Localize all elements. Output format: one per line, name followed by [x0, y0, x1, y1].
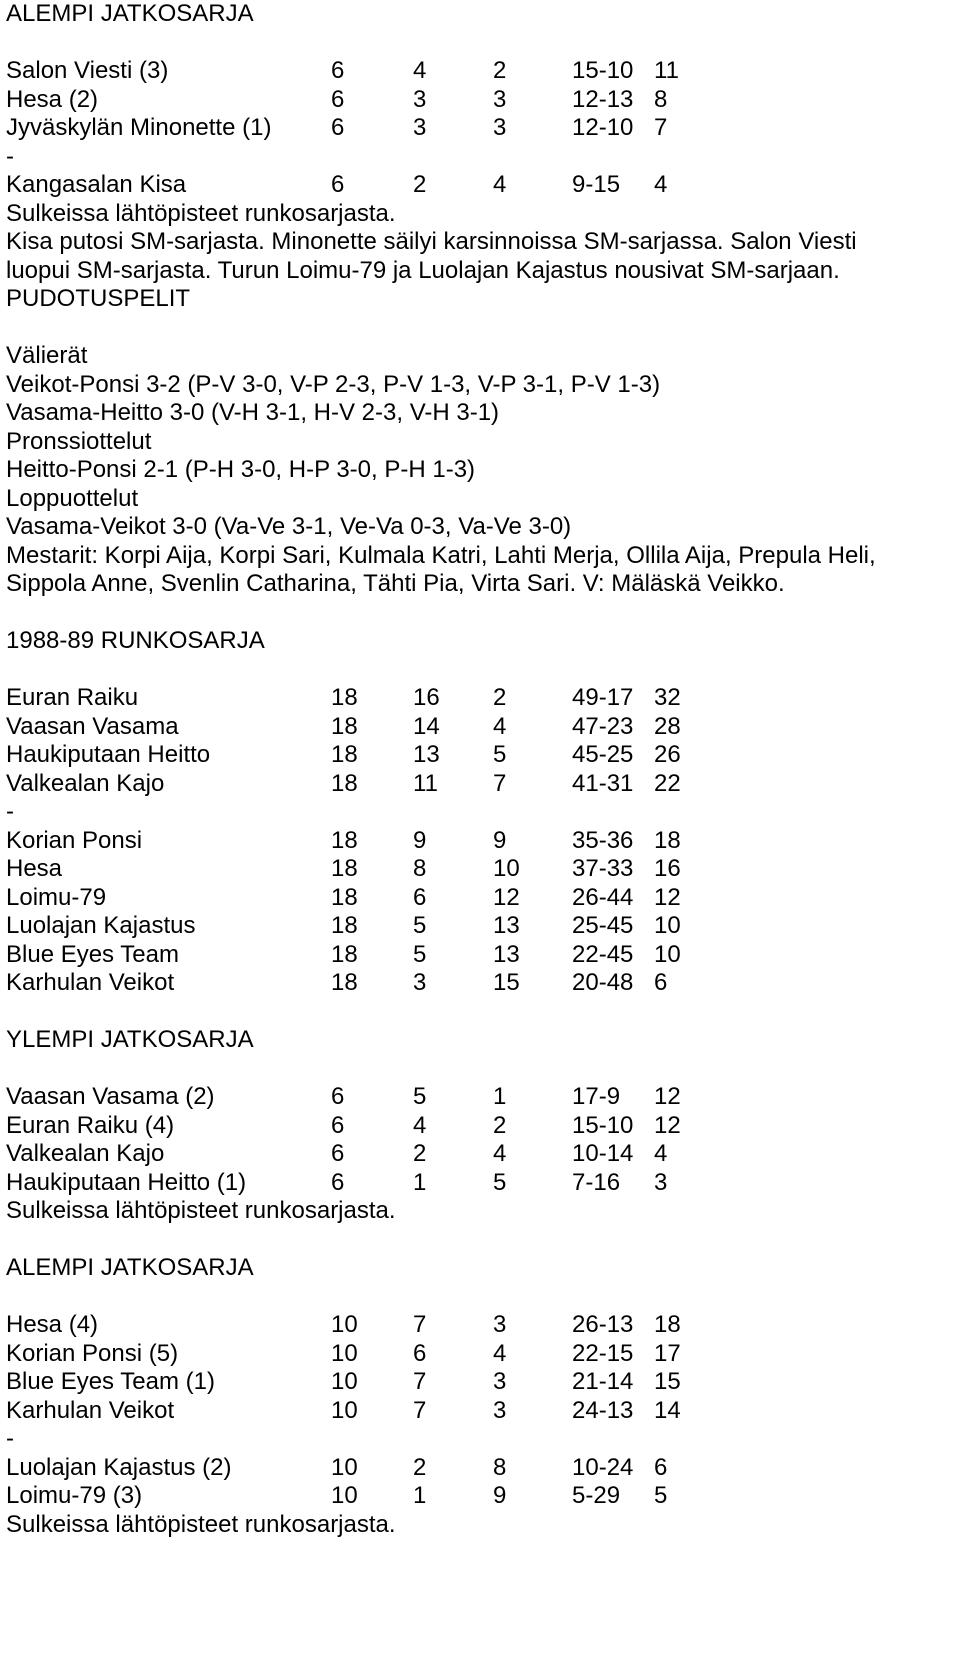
separator-dash: -	[6, 798, 14, 825]
text-line: Heitto-Ponsi 2-1 (P-H 3-0, H-P 3-0, P-H 1-3)	[6, 456, 476, 483]
section-heading: PUDOTUSPELIT	[6, 285, 191, 312]
losses: 2	[493, 57, 507, 84]
standings-row-valkealan-kajo	[6, 1140, 954, 1169]
standings-row-korian-ponsi-5	[6, 1340, 954, 1369]
team-name: Hesa	[6, 855, 63, 882]
points: 4	[654, 1140, 668, 1167]
points: 18	[654, 1311, 681, 1338]
standings-row-blue-eyes-team-1	[6, 1368, 954, 1397]
set-score: 26-13	[572, 1311, 634, 1338]
points: 8	[654, 85, 668, 113]
set-score: 15-10	[572, 1111, 634, 1139]
losses: 5	[493, 741, 507, 768]
wins: 2	[413, 1140, 427, 1167]
standings-row-jyvaskylan-minonette-1	[6, 114, 954, 143]
losses: 3	[493, 1368, 507, 1395]
points: 12	[654, 1083, 681, 1110]
losses: 10	[493, 855, 520, 882]
wins: 2	[413, 171, 427, 198]
losses: 2	[493, 684, 507, 711]
games-played: 10	[331, 1482, 358, 1509]
team-name: Luolajan Kajastus	[6, 912, 196, 939]
games-played: 18	[331, 712, 358, 740]
losses: 13	[493, 912, 520, 939]
set-score: 12-13	[572, 85, 634, 113]
standings-row-euran-raiku-4	[6, 1112, 954, 1141]
set-score: 49-17	[572, 684, 634, 711]
losses: 8	[493, 1453, 507, 1481]
text-line: Välierät	[6, 342, 88, 369]
points: 17	[654, 1339, 681, 1367]
wins: 8	[413, 855, 427, 882]
text-line: Vasama-Veikot 3-0 (Va-Ve 3-1, Ve-Va 0-3, Va-Ve 3-0)	[6, 513, 572, 540]
text-line: Sippola Anne, Svenlin Catharina, Tähti Pia, Virta Sari. V: Mäläskä Veikko.	[6, 570, 785, 597]
standings-row-hesa-4	[6, 1311, 954, 1340]
team-name: Euran Raiku (4)	[6, 1111, 175, 1139]
team-name: Hesa (4)	[6, 1311, 99, 1338]
set-score: 24-13	[572, 1396, 634, 1424]
team-name: Karhulan Veikot	[6, 1396, 175, 1424]
games-played: 18	[331, 855, 358, 882]
games-played: 18	[331, 940, 358, 968]
set-score: 21-14	[572, 1368, 634, 1395]
losses: 5	[493, 1168, 507, 1196]
standings-row-kangasalan-kisa	[6, 171, 954, 200]
team-name: Korian Ponsi	[6, 826, 143, 854]
set-score: 37-33	[572, 855, 634, 882]
losses: 9	[493, 1482, 507, 1509]
team-name: Jyväskylän Minonette (1)	[6, 114, 272, 141]
wins: 7	[413, 1311, 427, 1338]
team-name: Hesa (2)	[6, 85, 99, 113]
losses: 3	[493, 1396, 507, 1424]
losses: 3	[493, 85, 507, 113]
text-line: Sulkeissa lähtöpisteet runkosarjasta.	[6, 199, 396, 227]
team-name: Blue Eyes Team	[6, 940, 179, 968]
wins: 9	[413, 826, 427, 854]
text-line: Vasama-Heitto 3-0 (V-H 3-1, H-V 2-3, V-H 3-1)	[6, 399, 500, 426]
games-played: 18	[331, 769, 358, 797]
team-name: Haukiputaan Heitto	[6, 741, 211, 768]
blank-line	[6, 314, 954, 343]
set-score: 15-10	[572, 57, 634, 84]
points: 18	[654, 826, 681, 854]
standings-row-vaasan-vasama	[6, 713, 954, 742]
losses: 9	[493, 826, 507, 854]
games-played: 18	[331, 883, 358, 911]
games-played: 18	[331, 969, 358, 996]
wins: 13	[413, 741, 440, 768]
wins: 14	[413, 712, 440, 740]
team-name: Euran Raiku	[6, 684, 139, 711]
blank-line	[6, 656, 954, 685]
wins: 5	[413, 940, 427, 968]
points: 5	[654, 1482, 668, 1509]
blank-line	[6, 998, 954, 1027]
team-name: Valkealan Kajo	[6, 1140, 165, 1167]
standings-row-euran-raiku	[6, 684, 954, 713]
wins: 16	[413, 684, 440, 711]
games-played: 10	[331, 1396, 358, 1424]
blank-line	[6, 1055, 954, 1084]
wins: 3	[413, 969, 427, 996]
points: 15	[654, 1368, 681, 1395]
points: 10	[654, 912, 681, 939]
points: 22	[654, 769, 681, 797]
standings-row-luolajan-kajastus	[6, 912, 954, 941]
set-score: 7-16	[572, 1168, 621, 1196]
standings-row-karhulan-veikot	[6, 969, 954, 998]
team-name: Korian Ponsi (5)	[6, 1339, 179, 1367]
team-name: Vaasan Vasama (2)	[6, 1083, 215, 1110]
text-line: Loppuottelut	[6, 484, 139, 512]
set-score: 5-29	[572, 1482, 621, 1509]
games-played: 6	[331, 1168, 345, 1196]
games-played: 6	[331, 1083, 345, 1110]
set-score: 10-14	[572, 1140, 634, 1167]
games-played: 10	[331, 1311, 358, 1338]
section-heading: ALEMPI JATKOSARJA	[6, 0, 254, 27]
standings-row-salon-viesti-3	[6, 57, 954, 86]
losses: 4	[493, 1339, 507, 1367]
losses: 3	[493, 1311, 507, 1338]
set-score: 22-15	[572, 1339, 634, 1367]
games-played: 6	[331, 57, 345, 84]
standings-row-vaasan-vasama-2	[6, 1083, 954, 1112]
set-score: 26-44	[572, 883, 634, 911]
text-line: Kisa putosi SM-sarjasta. Minonette säilyi karsinnoissa SM-sarjassa. Salon Viesti	[6, 228, 857, 255]
set-score: 20-48	[572, 969, 634, 996]
set-score: 25-45	[572, 912, 634, 939]
losses: 13	[493, 940, 520, 968]
set-score: 41-31	[572, 769, 634, 797]
games-played: 6	[331, 1111, 345, 1139]
losses: 1	[493, 1083, 507, 1110]
set-score: 12-10	[572, 114, 634, 141]
points: 4	[654, 171, 668, 198]
losses: 12	[493, 883, 520, 911]
wins: 1	[413, 1482, 427, 1509]
set-score: 9-15	[572, 171, 621, 198]
set-score: 35-36	[572, 826, 634, 854]
separator-dash: -	[6, 1425, 14, 1452]
set-score: 47-23	[572, 712, 634, 740]
points: 6	[654, 969, 668, 996]
games-played: 18	[331, 741, 358, 768]
losses: 3	[493, 114, 507, 141]
standings-row-hesa	[6, 855, 954, 884]
team-name: Loimu-79 (3)	[6, 1482, 143, 1509]
team-name: Loimu-79	[6, 883, 107, 911]
wins: 7	[413, 1396, 427, 1424]
points: 11	[654, 57, 679, 84]
blank-line	[6, 1283, 954, 1312]
text-line: Veikot-Ponsi 3-2 (P-V 3-0, V-P 2-3, P-V 1-3, V-P 3-1, P-V 1-3)	[6, 370, 661, 398]
wins: 1	[413, 1168, 427, 1196]
standings-row-blue-eyes-team	[6, 941, 954, 970]
wins: 4	[413, 57, 427, 84]
games-played: 18	[331, 684, 358, 711]
points: 28	[654, 712, 681, 740]
text-line: Sulkeissa lähtöpisteet runkosarjasta.	[6, 1197, 396, 1224]
standings-row-haukiputaan-heitto-1	[6, 1169, 954, 1198]
section-heading: YLEMPI JATKOSARJA	[6, 1026, 254, 1053]
standings-row-luolajan-kajastus-2	[6, 1454, 954, 1483]
wins: 3	[413, 114, 427, 141]
games-played: 6	[331, 171, 345, 198]
points: 26	[654, 741, 681, 768]
wins: 5	[413, 1083, 427, 1110]
document-page	[6, 0, 954, 1539]
team-name: Salon Viesti (3)	[6, 57, 169, 84]
blank-line	[6, 1226, 954, 1255]
losses: 7	[493, 769, 507, 797]
games-played: 18	[331, 912, 358, 939]
team-name: Luolajan Kajastus (2)	[6, 1453, 232, 1481]
team-name: Haukiputaan Heitto (1)	[6, 1168, 247, 1196]
games-played: 6	[331, 114, 345, 141]
blank-line	[6, 29, 954, 58]
section-heading: 1988-89 RUNKOSARJA	[6, 627, 265, 654]
losses: 4	[493, 171, 507, 198]
games-played: 10	[331, 1453, 358, 1481]
team-name: Karhulan Veikot	[6, 969, 175, 996]
text-line: Pronssiottelut	[6, 427, 152, 455]
games-played: 6	[331, 85, 345, 113]
losses: 2	[493, 1111, 507, 1139]
points: 32	[654, 684, 681, 711]
set-score: 22-45	[572, 940, 634, 968]
losses: 4	[493, 712, 507, 740]
losses: 15	[493, 969, 520, 996]
wins: 6	[413, 1339, 427, 1367]
points: 12	[654, 883, 681, 911]
points: 14	[654, 1396, 681, 1424]
team-name: Blue Eyes Team (1)	[6, 1368, 215, 1395]
text-line: luopui SM-sarjasta. Turun Loimu-79 ja Luolajan Kajastus nousivat SM-sarjaan.	[6, 256, 840, 284]
text-line: Sulkeissa lähtöpisteet runkosarjasta.	[6, 1510, 396, 1538]
losses: 4	[493, 1140, 507, 1167]
points: 6	[654, 1453, 668, 1481]
standings-row-karhulan-veikot	[6, 1397, 954, 1426]
wins: 11	[413, 769, 438, 797]
wins: 3	[413, 85, 427, 113]
section-heading: ALEMPI JATKOSARJA	[6, 1254, 254, 1281]
separator-dash: -	[6, 142, 14, 170]
wins: 7	[413, 1368, 427, 1395]
standings-row-loimu-79-3	[6, 1482, 954, 1511]
points: 12	[654, 1111, 681, 1139]
standings-row-valkealan-kajo	[6, 770, 954, 799]
wins: 5	[413, 912, 427, 939]
games-played: 10	[331, 1339, 358, 1367]
standings-row-hesa-2	[6, 86, 954, 115]
team-name: Vaasan Vasama	[6, 712, 179, 740]
set-score: 45-25	[572, 741, 634, 768]
wins: 2	[413, 1453, 427, 1481]
games-played: 10	[331, 1368, 358, 1395]
points: 10	[654, 940, 681, 968]
games-played: 18	[331, 826, 358, 854]
points: 7	[654, 114, 668, 141]
text-line: Mestarit: Korpi Aija, Korpi Sari, Kulmala Katri, Lahti Merja, Ollila Aija, Prepula Heli,	[6, 541, 876, 569]
standings-row-haukiputaan-heitto	[6, 741, 954, 770]
wins: 6	[413, 883, 427, 911]
team-name: Kangasalan Kisa	[6, 171, 187, 198]
games-played: 6	[331, 1140, 345, 1167]
set-score: 17-9	[572, 1083, 621, 1110]
set-score: 10-24	[572, 1453, 634, 1481]
team-name: Valkealan Kajo	[6, 769, 165, 797]
standings-row-loimu-79	[6, 884, 954, 913]
blank-line	[6, 599, 954, 628]
points: 3	[654, 1168, 668, 1196]
wins: 4	[413, 1111, 427, 1139]
points: 16	[654, 855, 681, 882]
standings-row-korian-ponsi	[6, 827, 954, 856]
